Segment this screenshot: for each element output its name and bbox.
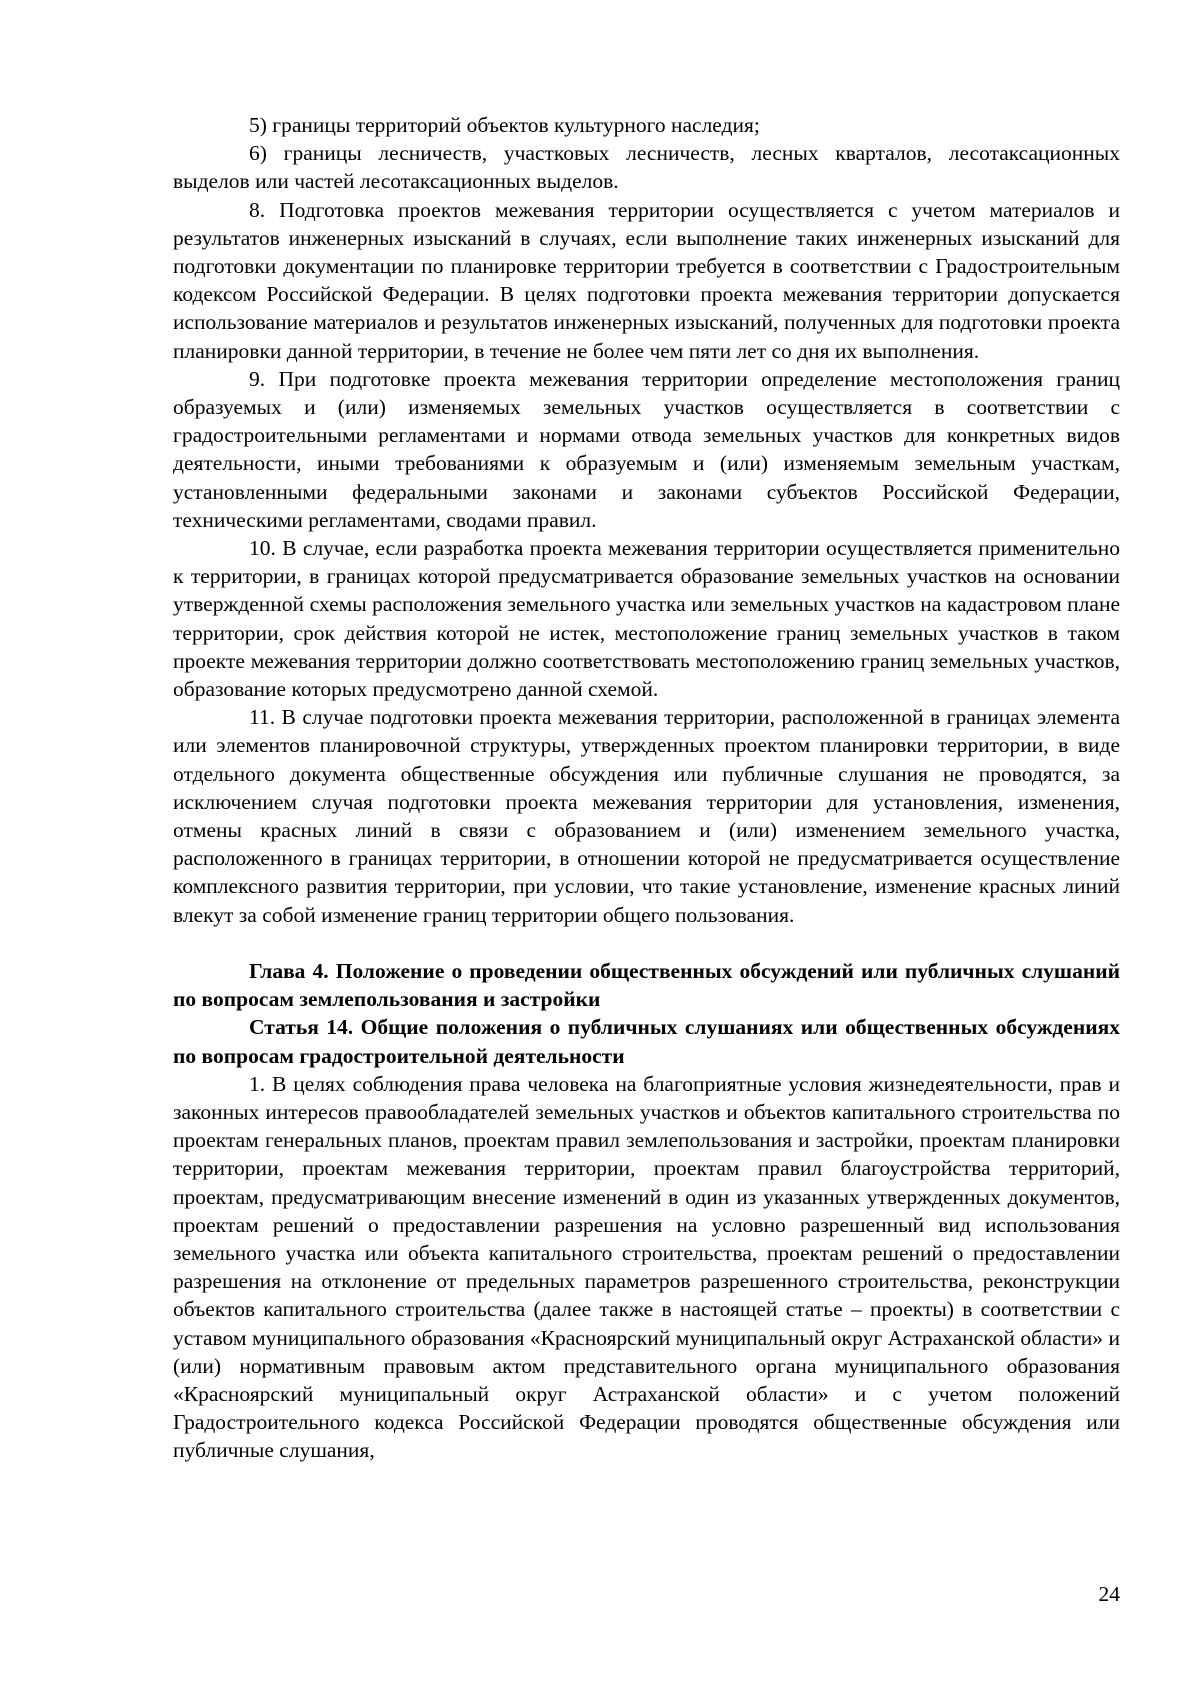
paragraph-9: 9. При подготовке проекта межевания территории определение местоположения границ образуемых и (или) изменяемых земельных участков осуществляется в соответствии с градостроительными регламентами и нормами отвода земельных участков для конкретных видов деятельности, иными требованиями к образуемым и (или) изменяемым земельным участкам, установленными федеральными законами и законами субъектов Российской Федерации, техническими регламентами, сводами правил. bbox=[173, 366, 1120, 532]
article-paragraph-1: 1. В целях соблюдения права человека на благоприятные условия жизнедеятельности, прав и законных интересов правообладателей земельных участков и объектов капитального строительства по проектам генеральных планов, проектам правил землепользования и застройки, проектам планировки территории, проектам межевания территории, проектам правил благоустройства территорий, проектам, предусматривающим внесение изменений в один из указанных утвержденных документов, проектам решений о предоставлении разрешения на условно разрешенный вид использования земельного участка или объекта капитального строительства, проектам решений о предоставлении разрешения на отклонение от предельных параметров разрешенного строительства, реконструкции объектов капитального строительства (далее также в настоящей статье – проекты) в соответствии с уставом муниципального образования «Красноярский муниципальный округ Астраханской области» и (или) нормативным правовым актом представительного органа муниципального образования «Красноярский муниципальный округ Астраханской области» и с учетом положений Градостроительного кодекса Российской Федерации проводятся общественные обсуждения или публичные слушания, bbox=[173, 1071, 1120, 1463]
paragraph-10: 10. В случае, если разработка проекта межевания территории осуществляется применительно к территории, в границах которой предусматривается образование земельных участков на основании утвержденной схемы расположения земельного участка или земельных участков на кадастровом плане территории, срок действия которой не истек, местоположение границ земельных участков в таком проекте межевания территории должно соответствовать местоположению границ земельных участков, образование которых предусмотрено данной схемой. bbox=[173, 536, 1120, 702]
paragraph-item-6: 6) границы лесничеств, участковых лесничеств, лесных кварталов, лесотаксационных выделов или частей лесотаксационных выделов. bbox=[173, 141, 1120, 194]
section-spacer bbox=[173, 929, 1120, 957]
document-body bbox=[173, 111, 1120, 1465]
paragraph-item-5: 5) границы территорий объектов культурного наследия; bbox=[249, 113, 760, 137]
page-number: 24 bbox=[1098, 1582, 1120, 1606]
chapter-heading: Глава 4. Положение о проведении общественных обсуждений или публичных слушаний по вопросам землепользования и застройки bbox=[173, 958, 1120, 1012]
paragraph-8: 8. Подготовка проектов межевания территории осуществляется с учетом материалов и результатов инженерных изысканий в случаях, если выполнение таких инженерных изысканий для подготовки документации по планировке территории требуется в соответствии с Градостроительным кодексом Российской Федерации. В целях подготовки проекта межевания территории допускается использование материалов и результатов инженерных изысканий, полученных для подготовки проекта планировки данной территории, в течение не более чем пяти лет со дня их выполнения. bbox=[173, 197, 1120, 363]
paragraph-11: 11. В случае подготовки проекта межевания территории, расположенной в границах элемента или элементов планировочной структуры, утвержденных проектом планировки территории, в виде отдельного документа общественные обсуждения или публичные слушания не проводятся, за исключением случая подготовки проекта межевания территории для установления, изменения, отмены красных линий в связи с образованием и (или) изменением земельного участка, расположенного в границах территории, в отношении которой не предусматривается осуществление комплексного развития территории, при условии, что такие установление, изменение красных линий влекут за собой изменение границ территории общего пользования. bbox=[173, 705, 1120, 927]
article-heading: Статья 14. Общие положения о публичных слушаниях или общественных обсуждениях по вопросам градостроительной деятельности bbox=[173, 1015, 1120, 1068]
